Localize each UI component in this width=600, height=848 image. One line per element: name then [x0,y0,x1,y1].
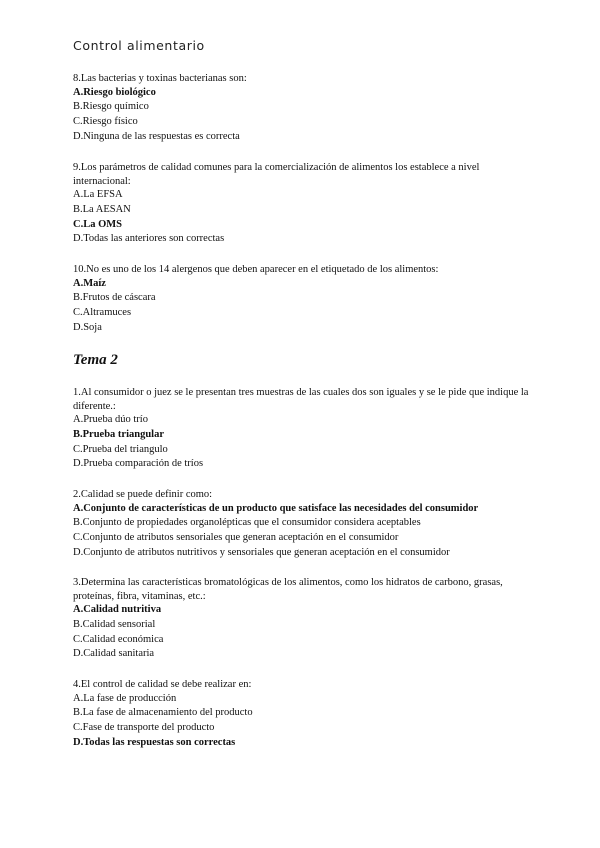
answer-option: D.Soja [73,321,102,333]
answer-option: A.Conjunto de características de un producto que satisface las necesidades del consumidor [73,502,479,514]
answer-option: C.Conjunto de atributos sensoriales que generan aceptación en el consumidor [73,532,399,544]
answer-option: B.Calidad sensorial [73,618,156,630]
section-title: Tema 2 [73,352,118,368]
answer-option: A.Prueba dúo trío [73,414,148,425]
answer-option: D.Ninguna de las respuestas es correcta [73,130,240,142]
answer-option: C.Calidad económica [73,633,164,645]
question-text: 10.No es uno de los 14 alergenos que deben aparecer en el etiquetado de los alimentos: [73,264,439,275]
answer-option: B.Prueba triangular [73,428,164,440]
question-block [73,386,533,472]
answer-option: C.Prueba del triangulo [73,443,168,455]
answer-option: C.La OMS [73,218,123,230]
answer-option: D.Prueba comparación de tríos [73,458,204,470]
question-block [73,263,533,336]
answer-option: A.Riesgo biológico [73,86,156,98]
answer-option: A.Maíz [73,277,106,289]
answer-option: B.Conjunto de propiedades organolépticas que el consumidor considera aceptables [73,517,421,529]
question-text: 9.Los parámetros de calidad comunes para la comercialización de alimentos los establece a nivel internacional: [73,162,480,187]
question-block [73,161,533,247]
answer-option: A.La EFSA [73,189,123,200]
answer-option: D.Todas las anteriores son correctas [73,233,225,245]
answer-option: B.La fase de almacenamiento del producto [73,707,253,719]
answer-option: A.La fase de producción [73,692,177,704]
answer-option: A.Calidad nutritiva [73,604,162,615]
question-block [73,488,543,561]
question-text: 2.Calidad se puede definir como: [73,489,213,500]
answer-option: D.Conjunto de atributos nutritivos y sensoriales que generan aceptación en el consumidor [73,546,450,558]
answer-option: D.Todas las respuestas son correctas [73,736,236,748]
answer-option: B.Frutos de cáscara [73,292,156,304]
answer-option: C.Fase de transporte del producto [73,722,215,734]
question-block [73,576,533,662]
question-text: 8.Las bacterias y toxinas bacterianas son: [73,73,247,84]
answer-option: C.Riesgo físico [73,116,138,128]
question-block [73,72,533,145]
answer-option: B.Riesgo químico [73,101,149,113]
question-text: 1.Al consumidor o juez se le presentan tres muestras de las cuales dos son iguales y se le pide que indique la diferente.: [73,387,529,412]
question-text: 3.Determina las características bromatológicas de los alimentos, como los hidratos de carbono, grasas, proteínas, fibra, vitaminas, etc.: [73,577,503,602]
question-text: 4.El control de calidad se debe realizar en: [73,679,252,690]
answer-option: C.Altramuces [73,307,132,319]
answer-option: B.La AESAN [73,203,131,215]
document-header: Control alimentario [73,38,205,53]
question-block [73,678,533,751]
answer-option: D.Calidad sanitaria [73,648,155,660]
